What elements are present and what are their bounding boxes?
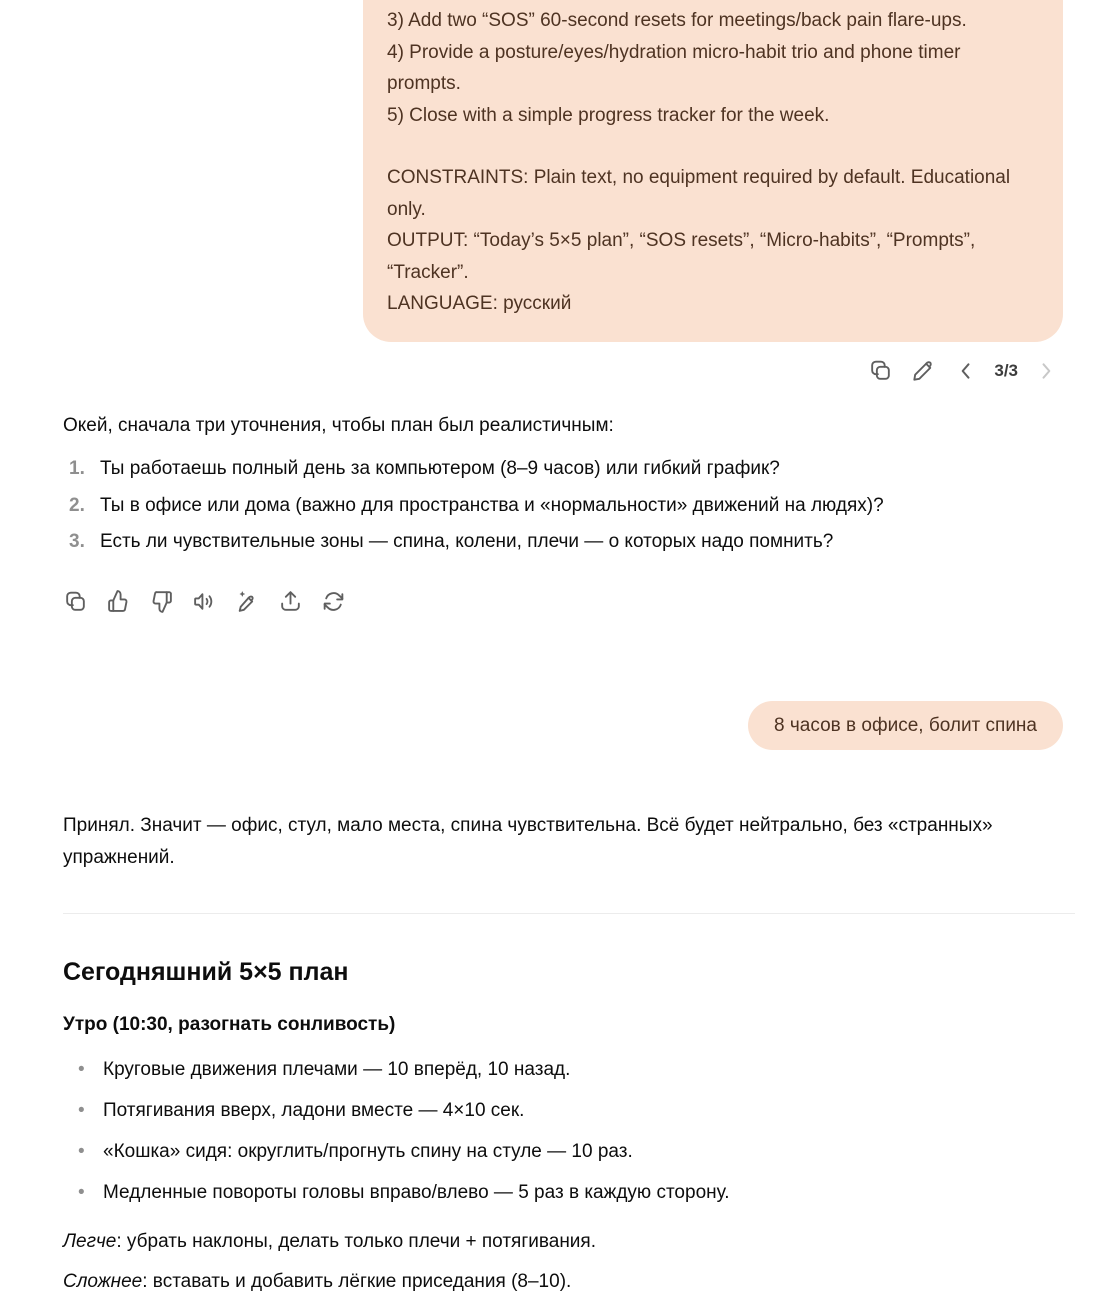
share-icon <box>278 589 303 614</box>
prompt-toolbar <box>863 356 1063 386</box>
version-pagination: 3/3 <box>992 361 1020 381</box>
question-item: Ты работаешь полный день за компьютером (8–9 часов) или гибкий график? <box>63 453 1063 485</box>
thumbs-down-button[interactable] <box>144 587 178 617</box>
chat-thread <box>63 0 1063 1297</box>
chevron-left-icon <box>956 361 976 381</box>
assistant-ack: Принял. Значит — офис, стул, мало места, спина чувствительна. Всё будет нейтрально, без «странных» упражнений. <box>63 810 1023 873</box>
exercise-item: • Потягивания вверх, ладони вместе — 4×10 сек. <box>63 1095 1063 1127</box>
exercise-item: • Круговые движения плечами — 10 вперёд, 10 назад. <box>63 1054 1063 1086</box>
user-message-prompt <box>363 0 1063 342</box>
harder-text: : вставать и добавить лёгкие приседания (8–10). <box>142 1271 571 1292</box>
prompt-constraints-block <box>387 162 1039 320</box>
thumbs-up-icon <box>106 589 131 614</box>
prompt-step-5: 5) Close with a simple progress tracker for the week. <box>387 100 1039 132</box>
prompt-step-4: 4) Provide a posture/eyes/hydration micro-habit trio and phone timer prompts. <box>387 37 1039 100</box>
exercise-item: • «Кошка» сидя: округлить/прогнуть спину на стуле — 10 раз. <box>63 1136 1063 1168</box>
next-version-button[interactable] <box>1029 356 1063 386</box>
copy-icon <box>63 589 88 614</box>
copy-button[interactable] <box>863 356 897 386</box>
edit-icon <box>911 358 936 383</box>
thumbs-down-icon <box>149 589 174 614</box>
thumbs-up-button[interactable] <box>101 587 135 617</box>
plan-heading: Сегодняшний 5×5 план <box>63 958 1063 987</box>
prompt-step-3: 3) Add two “SOS” 60-second resets for meetings/back pain flare-ups. <box>387 5 1039 37</box>
regenerate-button[interactable] <box>316 587 350 617</box>
plan-subheading: Утро (10:30, разогнать сонливость) <box>63 1014 1063 1036</box>
user-message-short <box>748 701 1063 751</box>
copy-button[interactable] <box>58 587 92 617</box>
edit-sparkle-icon <box>235 589 260 614</box>
read-aloud-button[interactable] <box>187 587 221 617</box>
assistant-toolbar <box>58 587 350 617</box>
easier-text: : убрать наклоны, делать только плечи + потягивания. <box>116 1231 596 1252</box>
section-divider <box>63 913 1075 914</box>
chevron-right-icon <box>1036 361 1056 381</box>
share-button[interactable] <box>273 587 307 617</box>
regenerate-icon <box>321 589 346 614</box>
edit-in-canvas-button[interactable] <box>230 587 264 617</box>
copy-icon <box>868 358 893 383</box>
prompt-constraints: CONSTRAINTS: Plain text, no equipment required by default. Educational only. <box>387 162 1039 225</box>
user-message-text: 8 часов в офисе, болит спина <box>774 715 1037 736</box>
assistant-intro: Окей, сначала три уточнения, чтобы план был реалистичным: <box>63 410 1063 442</box>
exercise-item: • Медленные повороты головы вправо/влево — 5 раз в каждую сторону. <box>63 1177 1063 1209</box>
question-item: Есть ли чувствительные зоны — спина, колени, плечи — о которых надо помнить? <box>63 526 1063 558</box>
harder-variant <box>63 1266 1063 1297</box>
read-aloud-icon <box>192 589 217 614</box>
previous-version-button[interactable] <box>949 356 983 386</box>
edit-message-button[interactable] <box>906 356 940 386</box>
clarifying-questions-list <box>63 453 1063 563</box>
prompt-output: OUTPUT: “Today’s 5×5 plan”, “SOS resets”, “Micro-habits”, “Prompts”, “Tracker”. <box>387 225 1039 288</box>
harder-label: Сложнее <box>63 1271 142 1292</box>
prompt-language: LANGUAGE: русский <box>387 288 1039 320</box>
easier-label: Легче <box>63 1231 116 1252</box>
exercise-list <box>63 1054 1063 1218</box>
question-item: Ты в офисе или дома (важно для пространства и «нормальности» движений на людях)? <box>63 490 1063 522</box>
easier-variant <box>63 1226 1063 1258</box>
